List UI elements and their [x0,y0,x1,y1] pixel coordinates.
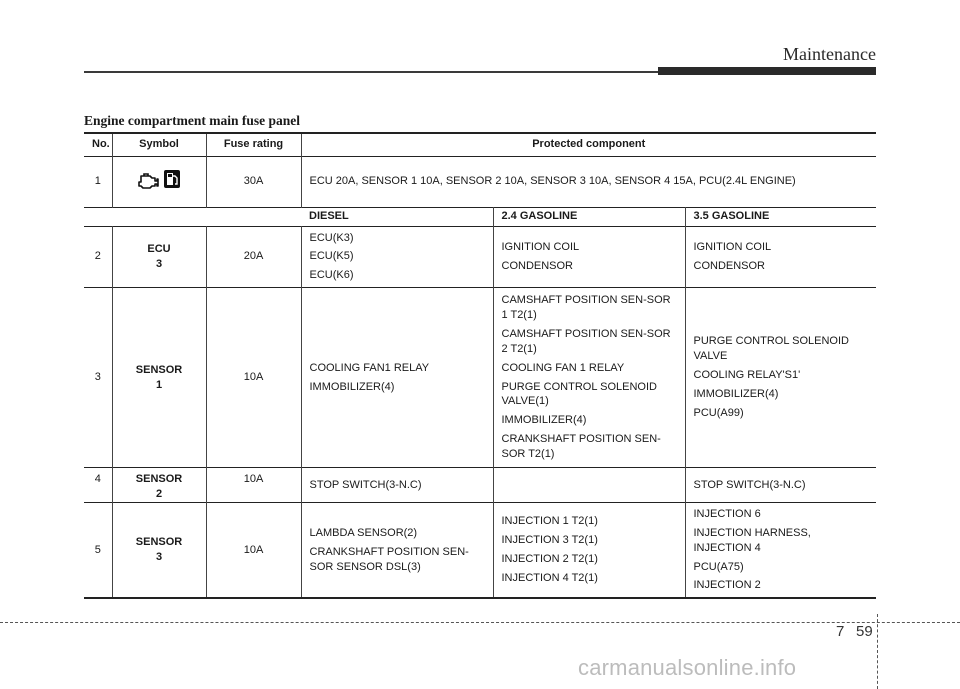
gasoline-24-components [493,226,685,288]
component-item: IMMOBILIZER(4) [501,414,587,427]
chapter-number: 7 [836,623,845,640]
gasoline-24-components [493,288,685,468]
component-item: INJECTION HARNESS, INJECTION 4 [693,526,811,554]
component-item: COOLING FAN 1 RELAY [501,361,625,374]
table-row [84,226,876,288]
footer-dashed-rule [0,622,960,623]
component-item: INJECTION 1 T2(1) [501,515,598,528]
column-header-fuse-rating: Fuse rating [206,133,301,156]
component-item: LAMBDA SENSOR(2) [309,526,418,539]
gasoline-35-components [685,288,876,468]
component-item: ECU(K3) [309,231,354,244]
component-item: ECU(K5) [309,250,354,263]
component-item: IGNITION COIL [501,240,580,253]
diesel-components [301,503,493,599]
component-item: INJECTION 6 [693,508,761,521]
component-item: CRANKSHAFT POSITION SEN-SOR SENSOR DSL(3) [309,545,469,573]
footer-page-divider [877,614,879,689]
diesel-components [301,288,493,468]
engine-type-24-gasoline: 2.4 GASOLINE [493,207,685,226]
fuse-number: 5 [94,543,101,556]
header-rule [84,71,664,73]
component-item: CONDENSOR [693,259,766,272]
component-item: CAMSHAFT POSITION SEN-SOR 2 T2(1) [501,328,671,355]
fuse-rating: 10A [206,288,301,468]
engine-type-diesel: DIESEL [309,210,349,223]
component-item: STOP SWITCH(3-N.C) [693,478,806,491]
component-item: IMMOBILIZER(4) [309,380,395,393]
component-item: IGNITION COIL [693,240,772,253]
header-section-title: Maintenance [783,44,876,64]
component-item: INJECTION 3 T2(1) [501,534,598,547]
component-item: CONDENSOR [501,259,574,272]
gasoline-35-components [685,503,876,599]
component-item: PURGE CONTROL SOLENOID VALVE(1) [501,380,657,408]
component-item: STOP SWITCH(3-N.C) [309,478,422,491]
fuse-number: 4 [94,473,101,486]
diesel-components [301,468,493,503]
column-header-symbol: Symbol [112,133,206,156]
watermark: carmanualsonline.info [578,655,797,680]
gasoline-24-components [493,503,685,599]
table-row [84,503,876,599]
component-item: ECU(K6) [309,269,354,282]
table-header-row [84,133,876,156]
component-item: INJECTION 2 [693,579,761,592]
fuse-rating: 10A [206,503,301,599]
engine-type-header-row [84,207,876,226]
table-row [84,288,876,468]
fuse-number: 2 [94,250,101,263]
fuse-symbol [112,156,206,207]
engine-type-35-gasoline: 3.5 GASOLINE [685,207,876,226]
component-item: COOLING RELAY'S1' [693,369,801,382]
engine-icon [137,171,159,189]
column-header-no: No. [92,138,110,151]
component-item: INJECTION 4 T2(1) [501,571,598,584]
diesel-components [301,226,493,288]
fuse-table [84,132,876,599]
component-item: PCU(A99) [693,406,744,419]
gasoline-35-components [685,226,876,288]
component-item: COOLING FAN1 RELAY [309,361,430,374]
fuse-symbol: SENSOR 2 [112,468,206,503]
fuse-number: 3 [94,371,101,384]
fuse-rating: 10A [206,468,301,503]
fuse-rating: 30A [206,156,301,207]
fuse-number: 1 [94,175,101,188]
component-item: CRANKSHAFT POSITION SEN-SOR T2(1) [501,433,661,460]
fuse-symbol: ECU 3 [112,226,206,288]
gasoline-24-components [493,468,685,503]
fuel-pump-icon [163,169,181,189]
component-item: PCU(A75) [693,560,744,573]
fuse-rating: 20A [206,226,301,288]
component-item: CAMSHAFT POSITION SEN-SOR 1 T2(1) [501,294,671,322]
fuse-symbol: SENSOR 3 [112,503,206,599]
fuse-symbol: SENSOR 1 [112,288,206,468]
protected-component: ECU 20A, SENSOR 1 10A, SENSOR 2 10A, SENSOR 3 10A, SENSOR 4 15A, PCU(2.4L ENGINE) [301,156,876,207]
page-number: 59 [856,623,873,640]
gasoline-35-components [685,468,876,503]
header-rule-accent [658,67,876,75]
component-item: INJECTION 2 T2(1) [501,553,598,566]
table-row [84,156,876,207]
component-item: IMMOBILIZER(4) [693,387,779,400]
panel-title: Engine compartment main fuse panel [84,113,300,128]
column-header-protected-component: Protected component [301,133,876,156]
component-item: PURGE CONTROL SOLENOID VALVE [693,335,849,363]
table-row [84,468,876,503]
